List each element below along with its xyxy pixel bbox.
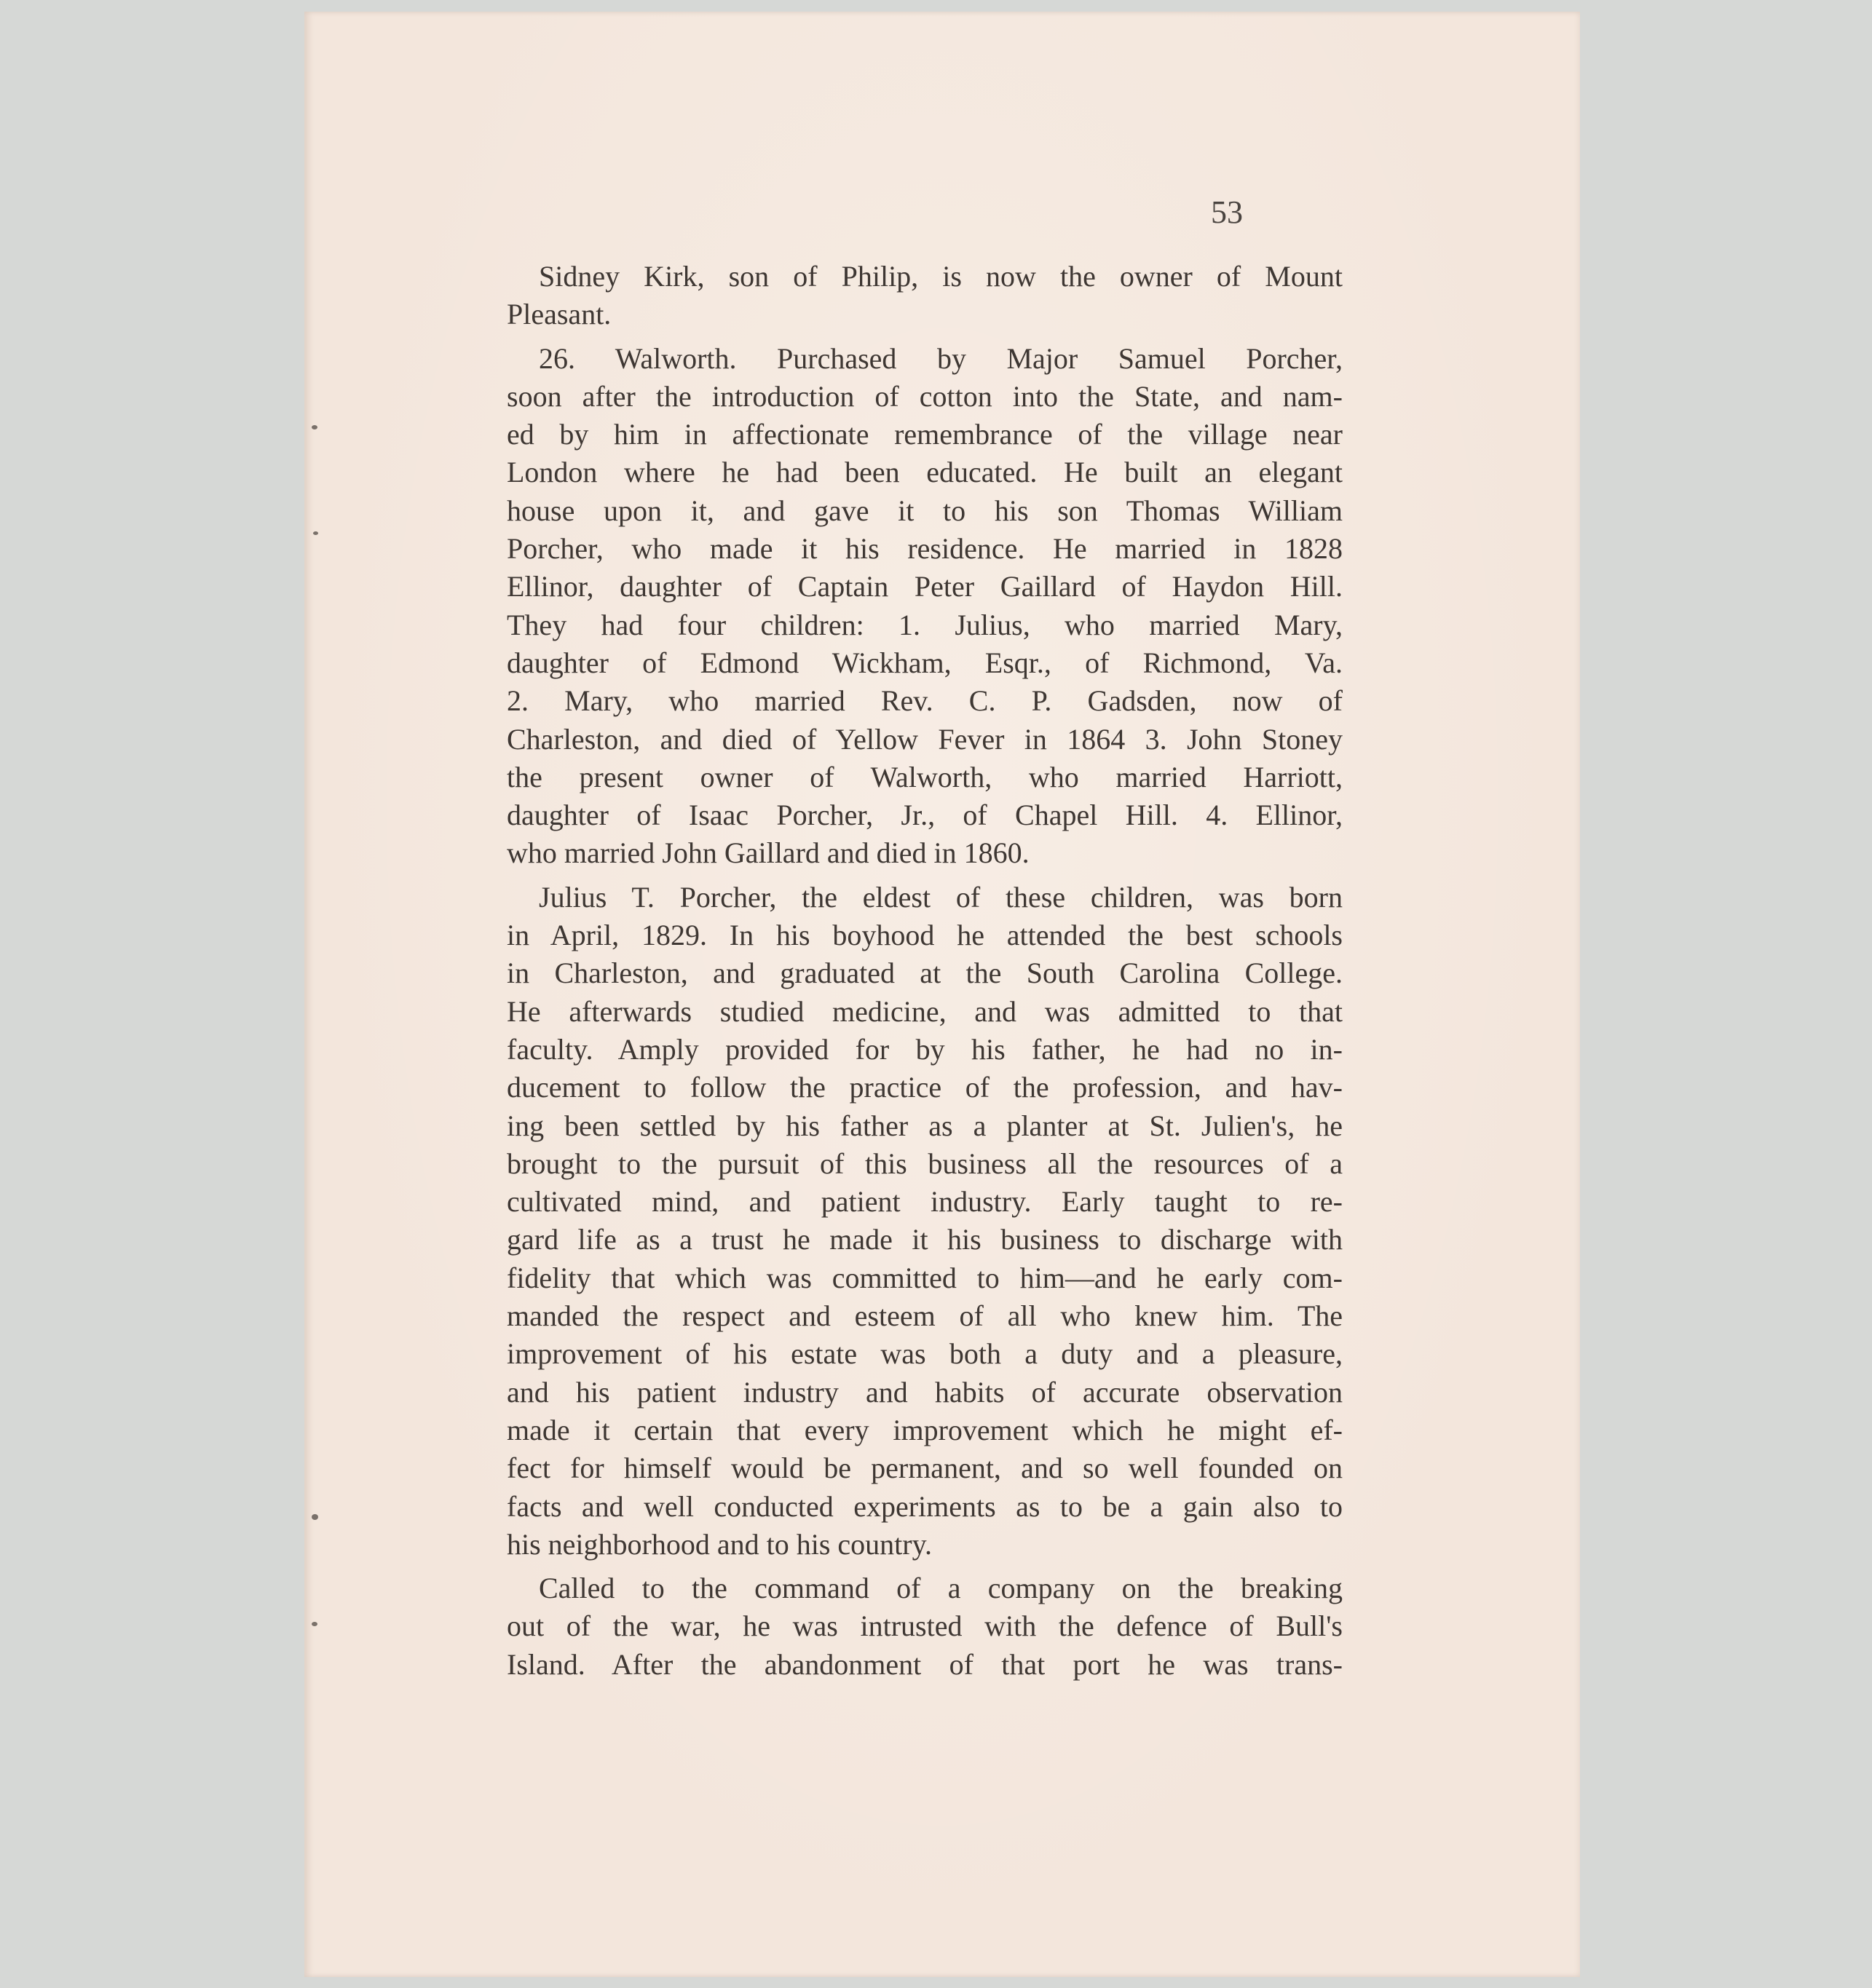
- text-line: Ellinor, daughter of Captain Peter Gaillard of Haydon Hill.: [507, 570, 1343, 603]
- text-line: London where he had been educated. He built an elegant: [507, 456, 1343, 489]
- text-line: out of the war, he was intrusted with the defence of Bull's: [507, 1609, 1343, 1643]
- text-line: Called to the command of a company on the breaking: [539, 1572, 1343, 1605]
- margin-speck: [312, 1514, 318, 1520]
- text-line: gard life as a trust he made it his business to discharge with: [507, 1223, 1343, 1256]
- text-line: daughter of Edmond Wickham, Esqr., of Richmond, Va.: [507, 646, 1343, 679]
- text-line: manded the respect and esteem of all who knew him. The: [507, 1299, 1343, 1333]
- text-line: made it certain that every improvement which he might ef-: [507, 1413, 1343, 1446]
- text-line: in April, 1829. In his boyhood he attended the best schools: [507, 919, 1343, 952]
- paragraph: [507, 879, 1343, 1564]
- text-line: the present owner of Walworth, who married Harriott,: [507, 760, 1343, 793]
- margin-speck: [312, 1622, 317, 1626]
- paragraph: [507, 340, 1343, 873]
- text-line: 2. Mary, who married Rev. C. P. Gadsden, now of: [507, 684, 1343, 718]
- text-line: facts and well conducted experiments as to be a gain also to: [507, 1489, 1343, 1523]
- text-line: his neighborhood and to his country.: [507, 1527, 933, 1561]
- text-line: Julius T. Porcher, the eldest of these children, was born: [539, 880, 1343, 914]
- text-line: who married John Gaillard and died in 1860.: [507, 836, 1030, 870]
- paragraph: [507, 258, 1343, 334]
- text-line: 26. Walworth. Purchased by Major Samuel Porcher,: [539, 341, 1343, 375]
- text-line: faculty. Amply provided for by his father, he had no in-: [507, 1032, 1343, 1066]
- text-line: brought to the pursuit of this business all the resources of a: [507, 1147, 1343, 1180]
- page-number: 53: [1211, 194, 1243, 230]
- text-line: Pleasant.: [507, 298, 612, 331]
- margin-speck: [313, 531, 318, 535]
- margin-speck: [312, 425, 317, 429]
- text-line: Sidney Kirk, son of Philip, is now the owner of Mount: [539, 260, 1343, 293]
- text-line: and his patient industry and habits of accurate observation: [507, 1375, 1343, 1409]
- text-line: soon after the introduction of cotton into the State, and nam-: [507, 379, 1343, 413]
- text-line: He afterwards studied medicine, and was admitted to that: [507, 994, 1343, 1028]
- body-text: [507, 258, 1343, 1690]
- text-line: They had four children: 1. Julius, who married Mary,: [507, 608, 1343, 641]
- text-line: fidelity that which was committed to him—and he early com-: [507, 1261, 1343, 1294]
- text-line: ducement to follow the practice of the profession, and hav-: [507, 1071, 1343, 1104]
- text-line: Charleston, and died of Yellow Fever in 1864 3. John Stoney: [507, 722, 1343, 756]
- text-line: fect for himself would be permanent, and so well founded on: [507, 1452, 1343, 1485]
- text-line: ing been settled by his father as a planter at St. Julien's, he: [507, 1109, 1343, 1142]
- text-line: in Charleston, and graduated at the South Carolina College.: [507, 957, 1343, 990]
- book-page: [304, 12, 1580, 1977]
- text-line: daughter of Isaac Porcher, Jr., of Chapel Hill. 4. Ellinor,: [507, 799, 1343, 832]
- text-line: Porcher, who made it his residence. He married in 1828: [507, 532, 1343, 566]
- text-line: ed by him in affectionate remembrance of the village near: [507, 418, 1343, 451]
- text-line: improvement of his estate was both a duty and a pleasure,: [507, 1337, 1343, 1371]
- text-line: Island. After the abandonment of that port he was trans-: [507, 1647, 1343, 1681]
- paragraph: [507, 1569, 1343, 1684]
- text-line: cultivated mind, and patient industry. Early taught to re-: [507, 1185, 1343, 1219]
- text-line: house upon it, and gave it to his son Thomas William: [507, 494, 1343, 527]
